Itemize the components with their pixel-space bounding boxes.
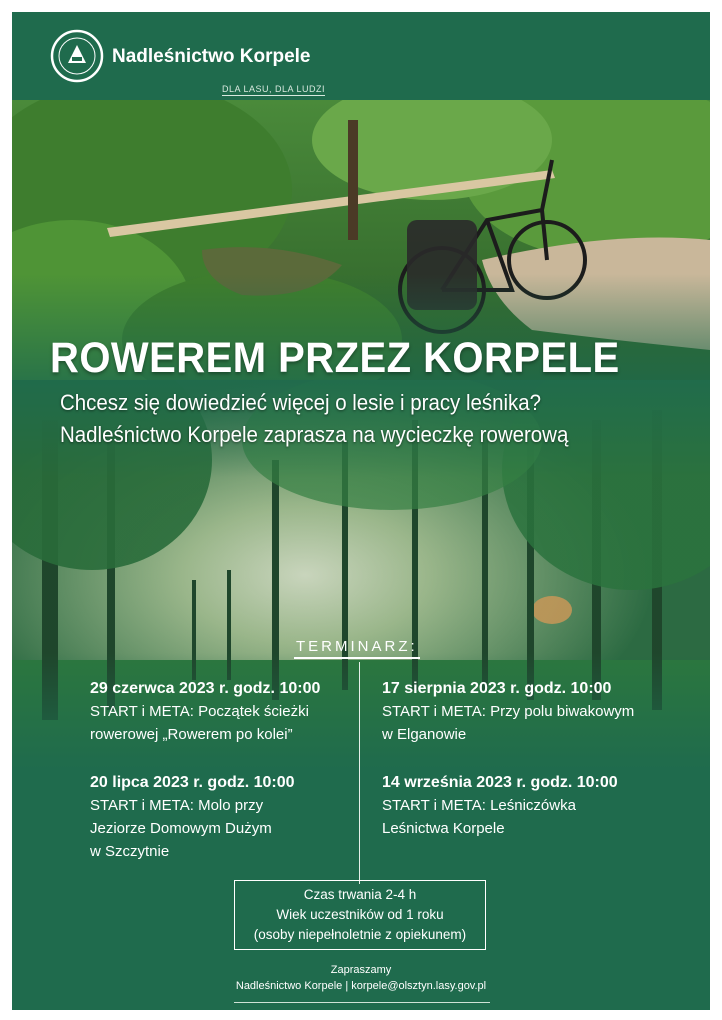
- tagline: DLA LASU, DLA LUDZI: [222, 84, 326, 94]
- org-name: Nadleśnictwo Korpele: [112, 46, 311, 67]
- event-2: [382, 677, 682, 746]
- footer-invite: Zapraszamy: [330, 964, 392, 976]
- event-date: 14 września 2023 r. godz. 10:00: [382, 774, 618, 791]
- poster-title: ROWEREM PRZEZ KORPELE: [50, 334, 620, 382]
- subtitle-line-1: Chcesz się dowiedzieć więcej o lesie i pracy leśnika?: [60, 390, 542, 415]
- poster: [12, 12, 710, 1010]
- schedule-heading: TERMINARZ:: [294, 638, 420, 659]
- event-date: 17 sierpnia 2023 r. godz. 10:00: [382, 680, 612, 697]
- event-detail: START i META: Przy polu biwakowym: [382, 703, 635, 720]
- forest-logo-icon: [50, 29, 104, 83]
- footer-contact: Nadleśnictwo Korpele | korpele@olsztyn.lasy.gov.pl: [235, 980, 487, 992]
- event-4: [382, 771, 682, 840]
- subtitle-line-2: Nadleśnictwo Korpele zaprasza na wycieczkę rowerową: [60, 422, 569, 447]
- event-detail: START i META: Początek ścieżki: [90, 703, 309, 720]
- event-detail: START i META: Leśniczówka: [382, 797, 576, 814]
- event-date: 29 czerwca 2023 r. godz. 10:00: [90, 680, 321, 697]
- footer-divider: [234, 1002, 490, 1003]
- age-text: Wiek uczestników od 1 roku: [276, 907, 444, 922]
- guardian-note: (osoby niepełnoletnie z opiekunem): [253, 927, 467, 942]
- event-date: 20 lipca 2023 r. godz. 10:00: [90, 774, 295, 791]
- event-detail: Leśnictwa Korpele: [382, 820, 505, 837]
- duration-text: Czas trwania 2-4 h: [303, 887, 417, 902]
- event-3: [90, 771, 360, 863]
- event-detail: w Szczytnie: [90, 843, 170, 860]
- event-detail: rowerowej „Rowerem po kolei”: [90, 726, 293, 743]
- event-detail: START i META: Molo przy: [90, 797, 264, 814]
- info-box: [234, 880, 486, 950]
- event-detail: Jeziorze Domowym Dużym: [90, 820, 272, 837]
- header-bar: [12, 12, 710, 100]
- event-detail: w Elganowie: [382, 726, 467, 743]
- event-1: [90, 677, 360, 746]
